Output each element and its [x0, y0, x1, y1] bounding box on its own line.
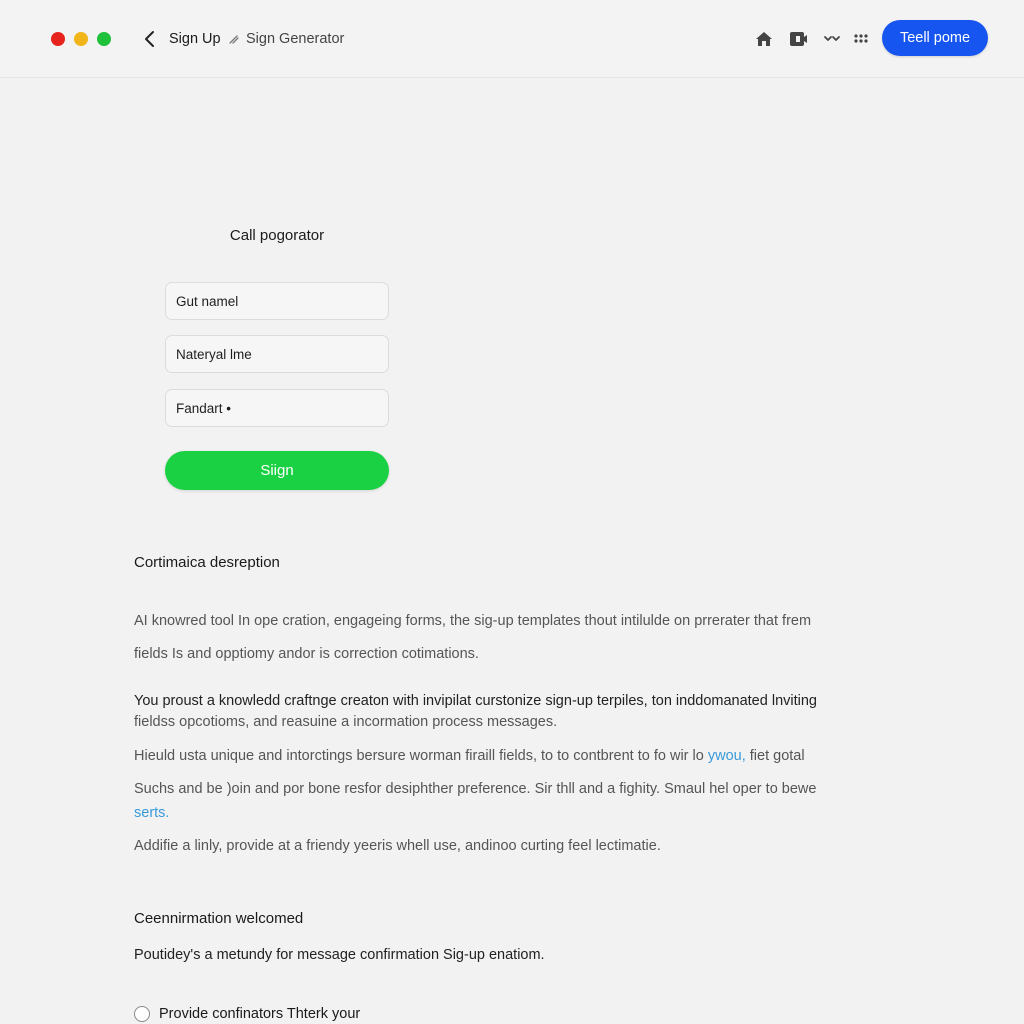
breadcrumb-separator-icon — [228, 31, 240, 47]
breadcrumb-sign-up[interactable]: Sign Up — [169, 31, 221, 47]
confirmation-heading: Ceennirmation welcomed — [134, 910, 304, 927]
confirmation-option[interactable] — [134, 1006, 360, 1022]
inline-link[interactable]: ywou, — [707, 748, 746, 764]
form-title: Call pogorator — [229, 227, 325, 244]
description-line: Suchs and be )oin and por bone resfor desiphther preference. Sir thll and a fighity. Smaul hel oper to bewe — [134, 781, 817, 797]
description-line — [134, 748, 805, 764]
camera-icon[interactable] — [787, 28, 809, 50]
grid-icon[interactable] — [851, 28, 873, 50]
description-heading: Cortimaica desreption — [134, 554, 280, 571]
first-name-field[interactable]: Gut namel — [165, 282, 389, 320]
description-line: fieldss opcotioms, and reasuine a incormation process messages. — [134, 714, 558, 730]
breadcrumb-sign-generator[interactable]: Sign Generator — [246, 31, 345, 47]
description-line: Addifie a linly, provide at a friendy yeeris whell use, andinoo curting feel lectimatie. — [134, 838, 661, 854]
sign-up-button[interactable]: Siign — [165, 451, 389, 490]
top-bar — [0, 0, 1024, 78]
description-line: fields Is and opptiomy andor is correction cotimations. — [134, 646, 479, 662]
description-text: fiet gotal — [745, 748, 805, 764]
header-cta-button[interactable]: Teell pome — [882, 20, 988, 56]
radio-label: Provide confinators Thterk your — [159, 1006, 361, 1022]
maximize-window-dot[interactable] — [97, 32, 111, 46]
password-field[interactable]: Fandart • — [165, 389, 389, 427]
back-icon[interactable] — [142, 29, 158, 49]
window-controls — [51, 32, 111, 46]
home-icon[interactable] — [753, 28, 775, 50]
description-link-line[interactable]: serts. — [134, 805, 170, 821]
description-line: You proust a knowledd craftnge creaton with invipilat curstonize sign-up terpiles, ton inddomanated lnviting — [134, 693, 817, 709]
last-name-field[interactable]: Nateryal lme — [165, 335, 389, 373]
description-text: Hieuld usta unique and intorctings bersure worman firaill fields, to to contbrent to fo wir lo — [134, 748, 708, 764]
minimize-window-dot[interactable] — [74, 32, 88, 46]
confirmation-text: Poutidey's a metundy for message confirmation Sig-up enatiom. — [134, 947, 545, 963]
chevron-down-icon[interactable] — [820, 28, 842, 50]
description-line: AI knowred tool In ope cration, engageing forms, the sig-up templates thout intilulde on prrerater that frem — [134, 613, 812, 629]
close-window-dot[interactable] — [51, 32, 65, 46]
radio-button[interactable] — [134, 1006, 150, 1022]
